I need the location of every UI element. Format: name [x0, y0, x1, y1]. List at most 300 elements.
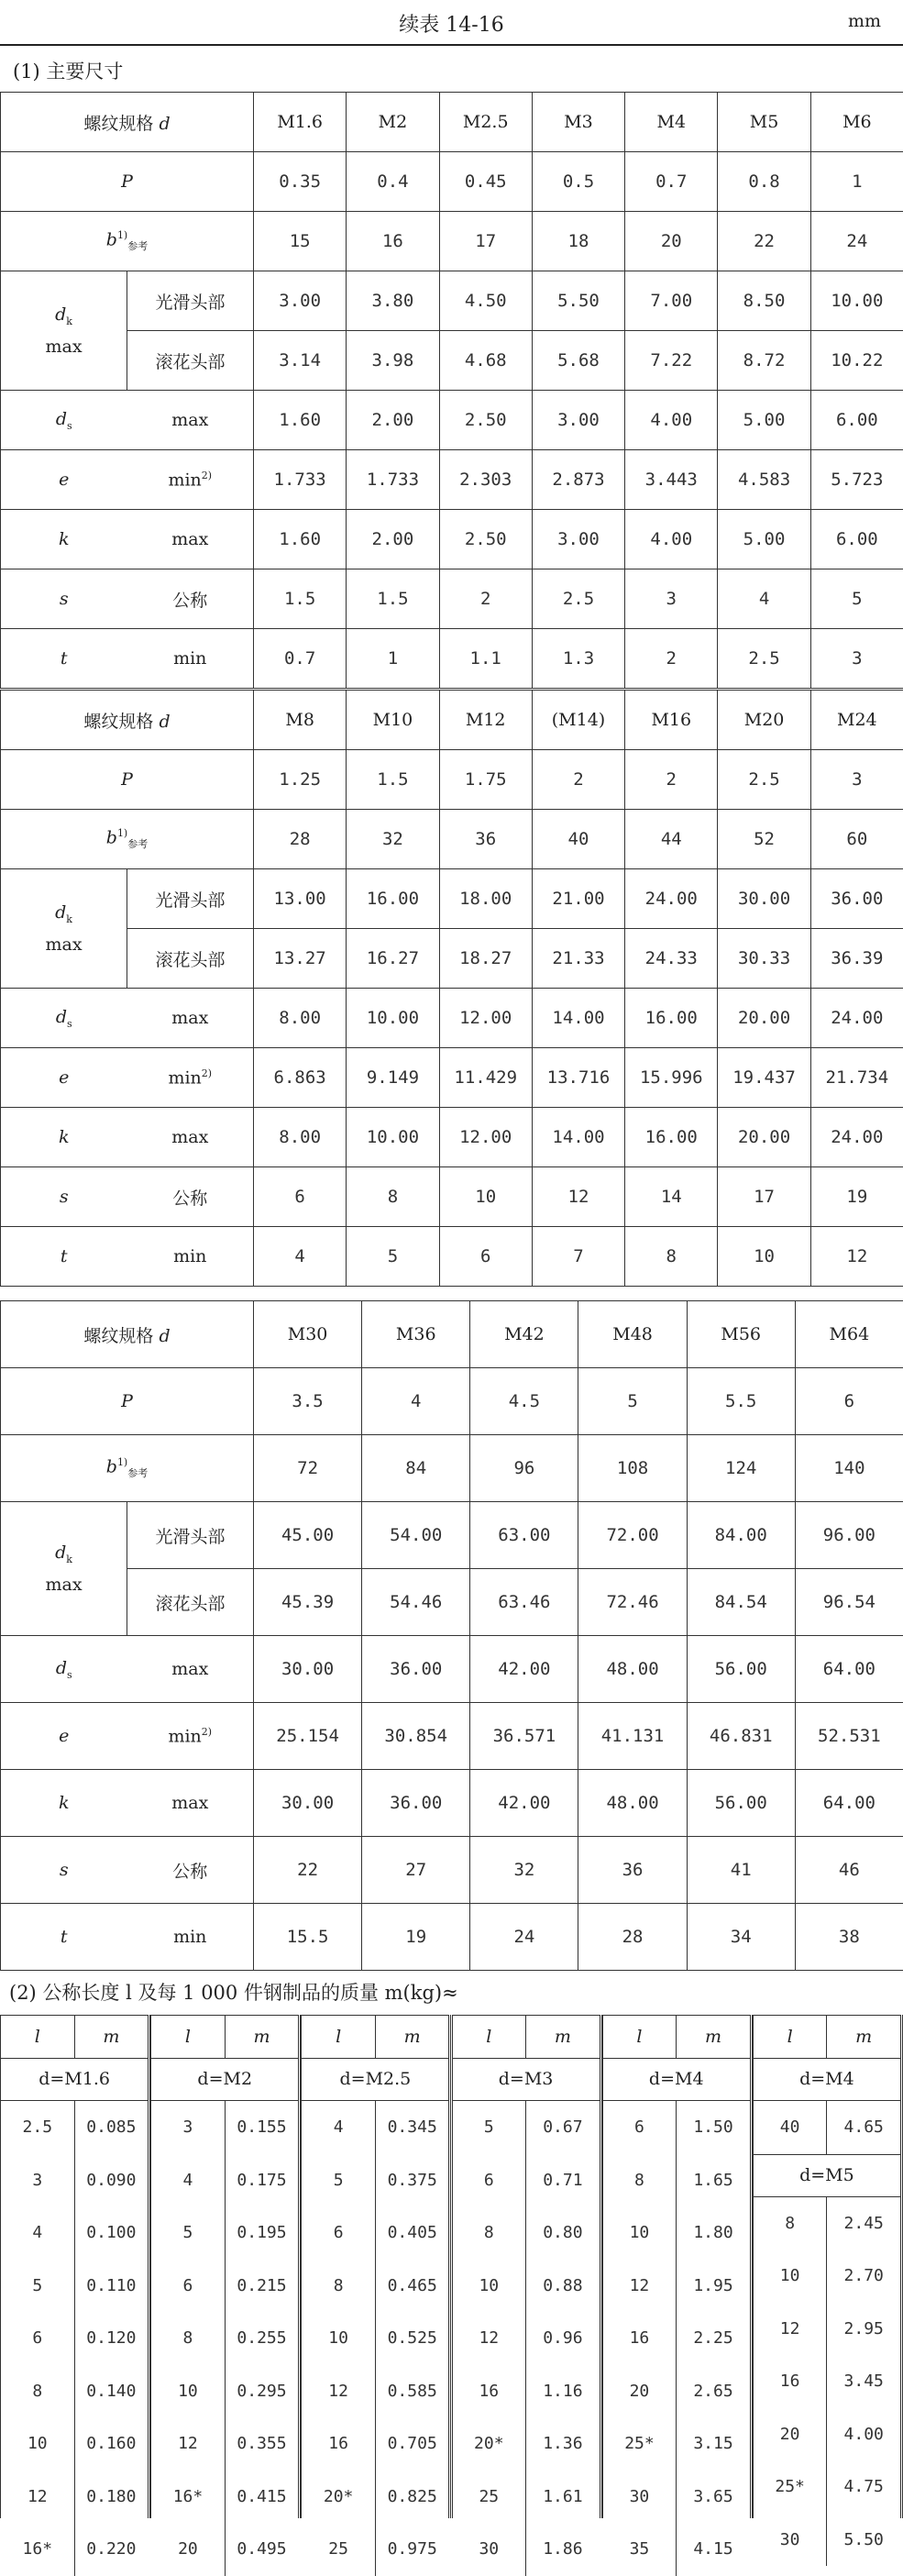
mass-row: [1, 2471, 148, 2524]
pitch-cell: 1: [810, 152, 903, 212]
length-cell: 20*: [302, 2471, 375, 2524]
dk-knurled-cell: 7.22: [625, 331, 718, 391]
dk-smooth-cell: 13.00: [254, 869, 347, 929]
b-ref-cell: 108: [578, 1435, 687, 1502]
s-nominal-cell: 1.5: [347, 569, 439, 629]
mass-header: m: [525, 2016, 600, 2058]
mass-header-row: [603, 2015, 750, 2059]
length-cell: 25*: [754, 2460, 827, 2514]
k-max-cell: 16.00: [625, 1108, 718, 1167]
length-cell: 25*: [603, 2417, 677, 2471]
dk-smooth-row: [1, 1502, 903, 1569]
spec-label: 螺纹规格: [83, 1326, 153, 1346]
size-header-cell: M10: [347, 691, 439, 750]
length-cell: 35: [603, 2523, 677, 2576]
b-ref-cell: 72: [254, 1435, 362, 1502]
size-header-cell: M4: [625, 93, 718, 152]
page-title: 续表 14-16: [0, 9, 903, 38]
size-header-cell: M36: [362, 1301, 470, 1368]
k-max-cell: 10.00: [347, 1108, 439, 1167]
mass-row: [302, 2154, 448, 2207]
e-min-qualifier: $\min^{2)}$: [127, 1703, 254, 1770]
ds-max-qualifier: max: [127, 989, 254, 1048]
length-cell: 30: [754, 2514, 827, 2567]
t-min-cell: 19: [362, 1904, 470, 1971]
mass-cell: 3.45: [826, 2355, 900, 2408]
s-nominal-row: [1, 1837, 903, 1904]
ds-max-row: [1, 391, 903, 450]
mass-cell: 0.295: [225, 2365, 299, 2418]
k-max-cell: 20.00: [718, 1108, 810, 1167]
mass-header-row: [453, 2015, 600, 2059]
mass-cell: 0.140: [74, 2365, 149, 2418]
s-nominal-cell: 22: [254, 1837, 362, 1904]
mass-cell: 0.495: [225, 2523, 299, 2576]
mass-row: [754, 2197, 900, 2250]
k-max-symbol: k: [1, 1770, 127, 1837]
length-cell: 20: [603, 2365, 677, 2418]
b-ref-cell: 24: [810, 212, 903, 271]
mass-cell: 0.175: [225, 2154, 299, 2207]
length-cell: 16: [603, 2312, 677, 2365]
k-max-qualifier: max: [127, 1770, 254, 1837]
mass-cell: 1.80: [676, 2206, 750, 2260]
s-nominal-cell: 41: [687, 1837, 795, 1904]
length-cell: 25: [453, 2471, 526, 2524]
pitch-cell: 2: [532, 750, 624, 810]
mass-group: [602, 2015, 753, 2518]
b-ref-cell: 18: [532, 212, 624, 271]
mass-row: [603, 2312, 750, 2365]
mass-cell: 0.465: [375, 2260, 449, 2313]
length-cell: 6: [603, 2101, 677, 2154]
mass-header: m: [826, 2016, 900, 2058]
mass-cell: 0.88: [525, 2260, 600, 2313]
length-cell: 10: [1, 2417, 74, 2471]
mass-cell: 1.95: [676, 2260, 750, 2313]
mass-group: [452, 2015, 602, 2518]
k-max-row: [1, 1108, 903, 1167]
mass-tables: [0, 2015, 903, 2518]
size-header-cell: M16: [625, 691, 718, 750]
t-min-cell: 8: [625, 1227, 718, 1287]
mass-row: [302, 2312, 448, 2365]
mass-cell: 1.86: [525, 2523, 600, 2576]
b-ref-label: $b^{1)}_{参考}$: [1, 810, 254, 869]
dk-knurled-cell: 24.33: [625, 929, 718, 989]
length-cell: 16*: [1, 2523, 74, 2576]
s-nominal-cell: 5: [810, 569, 903, 629]
mass-cell: 0.80: [525, 2206, 600, 2260]
diameter-label: d=M2.5: [302, 2059, 448, 2101]
dk-knurled-cell: 21.33: [532, 929, 624, 989]
e-min-cell: 46.831: [687, 1703, 795, 1770]
dk-knurled-cell: 5.68: [532, 331, 624, 391]
ds-max-cell: 3.00: [532, 391, 624, 450]
t-min-cell: 34: [687, 1904, 795, 1971]
mass-cell: 0.355: [225, 2417, 299, 2471]
size-row: [1, 93, 903, 152]
pitch-cell: 5.5: [687, 1368, 795, 1435]
t-min-symbol: t: [1, 1227, 127, 1287]
section-title-main-dimensions: (1) 主要尺寸: [13, 57, 123, 84]
mass-row: [1, 2312, 148, 2365]
pitch-cell: 6: [795, 1368, 903, 1435]
size-label: [1, 1301, 254, 1368]
k-max-qualifier: max: [127, 1108, 254, 1167]
k-max-symbol: k: [1, 1108, 127, 1167]
s-nominal-cell: 32: [470, 1837, 578, 1904]
mass-row: [754, 2303, 900, 2356]
s-nominal-symbol: s: [1, 569, 127, 629]
t-min-cell: 24: [470, 1904, 578, 1971]
t-min-cell: 0.7: [254, 629, 347, 689]
t-min-cell: 7: [532, 1227, 624, 1287]
k-max-cell: 12.00: [439, 1108, 532, 1167]
size-header-cell: M5: [718, 93, 810, 152]
b-ref-row: [1, 212, 903, 271]
mass-row: [603, 2365, 750, 2418]
length-cell: 12: [302, 2365, 375, 2418]
pitch-cell: 4.5: [470, 1368, 578, 1435]
dk-smooth-cell: 5.50: [532, 271, 624, 331]
mass-row: [754, 2250, 900, 2303]
s-nominal-cell: 2.5: [532, 569, 624, 629]
ds-max-symbol: $d_s$: [1, 1636, 127, 1703]
s-nominal-cell: 14: [625, 1167, 718, 1227]
pitch-cell: 0.7: [625, 152, 718, 212]
ds-max-cell: 16.00: [625, 989, 718, 1048]
mass-row: [754, 2460, 900, 2514]
length-cell: 12: [603, 2260, 677, 2313]
dk-knurled-cell: 3.98: [347, 331, 439, 391]
dk-max-label: $d_k$ max: [1, 271, 127, 391]
size-row: [1, 691, 903, 750]
t-min-row: [1, 629, 903, 689]
ds-max-row: [1, 1636, 903, 1703]
s-nominal-qualifier: 公称: [127, 1837, 254, 1904]
pitch-cell: 2.5: [718, 750, 810, 810]
mass-cell: 4.75: [826, 2460, 900, 2514]
dk-max-label: $d_k$ max: [1, 869, 127, 989]
size-header-cell: M2.5: [439, 93, 532, 152]
spec-label: 螺纹规格: [83, 712, 153, 732]
length-cell: 8: [453, 2206, 526, 2260]
t-min-symbol: t: [1, 1904, 127, 1971]
dimension-table-1: [0, 92, 903, 689]
ds-max-cell: 6.00: [810, 391, 903, 450]
size-header-cell: M24: [810, 691, 903, 750]
mass-row: [302, 2206, 448, 2260]
e-min-cell: 1.733: [347, 450, 439, 510]
t-min-cell: 28: [578, 1904, 687, 1971]
size-header-cell: M30: [254, 1301, 362, 1368]
dk-knurled-cell: 16.27: [347, 929, 439, 989]
mass-row: [453, 2312, 600, 2365]
length-cell: 12: [453, 2312, 526, 2365]
mass-cell: 5.50: [826, 2514, 900, 2567]
dk-knurled-cell: 10.22: [810, 331, 903, 391]
ds-max-cell: 36.00: [362, 1636, 470, 1703]
diameter-label: d=M2: [151, 2059, 298, 2101]
k-max-cell: 14.00: [532, 1108, 624, 1167]
diameter-label: d=M4: [603, 2059, 750, 2101]
mass-cell: 0.090: [74, 2154, 149, 2207]
pitch-cell: 0.45: [439, 152, 532, 212]
dk-smooth-cell: 36.00: [810, 869, 903, 929]
length-cell: 20: [151, 2523, 225, 2576]
b-ref-cell: 17: [439, 212, 532, 271]
k-max-cell: 48.00: [578, 1770, 687, 1837]
length-cell: 4: [1, 2206, 74, 2260]
size-header-cell: M1.6: [254, 93, 347, 152]
dk-smooth-row: [1, 869, 903, 929]
t-min-cell: 5: [347, 1227, 439, 1287]
e-min-cell: 9.149: [347, 1048, 439, 1108]
mass-cell: 0.975: [375, 2523, 449, 2576]
mass-cell: 0.585: [375, 2365, 449, 2418]
dimension-table-3: [0, 1300, 903, 1971]
dk-knurled-row: [1, 331, 903, 391]
length-cell: 8: [151, 2312, 225, 2365]
k-max-cell: 56.00: [687, 1770, 795, 1837]
dk-smooth-cell: 45.00: [254, 1502, 362, 1569]
mass-row: [453, 2154, 600, 2207]
e-min-cell: 25.154: [254, 1703, 362, 1770]
e-min-row: [1, 1703, 903, 1770]
ds-max-cell: 24.00: [810, 989, 903, 1048]
mass-row: [1, 2417, 148, 2471]
k-max-row: [1, 510, 903, 569]
dk-smooth-cell: 8.50: [718, 271, 810, 331]
length-cell: 2.5: [1, 2101, 74, 2154]
diameter-label: d=M5: [754, 2154, 900, 2197]
s-nominal-cell: 3: [625, 569, 718, 629]
smooth-head-label: 光滑头部: [127, 1502, 254, 1569]
knurled-head-label: 滚花头部: [127, 331, 254, 391]
ds-max-cell: 48.00: [578, 1636, 687, 1703]
ds-max-cell: 14.00: [532, 989, 624, 1048]
mass-row: [302, 2417, 448, 2471]
length-cell: 30: [603, 2471, 677, 2524]
length-cell: 16: [302, 2417, 375, 2471]
unit-label: mm: [848, 11, 881, 31]
diameter-label: d=M1.6: [1, 2059, 148, 2101]
length-cell: 8: [1, 2365, 74, 2418]
size-header-cell: M3: [532, 93, 624, 152]
ds-max-cell: 12.00: [439, 989, 532, 1048]
t-min-cell: 10: [718, 1227, 810, 1287]
mass-cell: 1.50: [676, 2101, 750, 2154]
e-min-cell: 2.303: [439, 450, 532, 510]
pitch-row: [1, 750, 903, 810]
mass-cell: 3.15: [676, 2417, 750, 2471]
b-ref-cell: 22: [718, 212, 810, 271]
length-cell: 40: [754, 2101, 827, 2154]
mass-header: m: [74, 2016, 149, 2058]
b-ref-cell: 40: [532, 810, 624, 869]
k-max-cell: 42.00: [470, 1770, 578, 1837]
mass-row: [151, 2260, 298, 2313]
b-ref-cell: 32: [347, 810, 439, 869]
t-min-symbol: t: [1, 629, 127, 689]
pitch-label: P: [1, 1368, 254, 1435]
mass-cell: 0.255: [225, 2312, 299, 2365]
size-label: [1, 691, 254, 750]
ds-max-cell: 4.00: [625, 391, 718, 450]
pitch-label: P: [1, 152, 254, 212]
mass-header: m: [375, 2016, 449, 2058]
dk-smooth-cell: 16.00: [347, 869, 439, 929]
e-min-cell: 3.443: [625, 450, 718, 510]
dk-smooth-cell: 4.50: [439, 271, 532, 331]
mass-row: [302, 2101, 448, 2154]
mass-row: [603, 2154, 750, 2207]
b-ref-cell: 84: [362, 1435, 470, 1502]
length-cell: 16*: [151, 2471, 225, 2524]
pitch-cell: 3: [810, 750, 903, 810]
t-min-cell: 6: [439, 1227, 532, 1287]
mass-row: [603, 2417, 750, 2471]
mass-group: [0, 2015, 150, 2518]
mass-row: [603, 2206, 750, 2260]
dk-knurled-cell: 18.27: [439, 929, 532, 989]
pitch-cell: 4: [362, 1368, 470, 1435]
b-ref-cell: 140: [795, 1435, 903, 1502]
pitch-cell: 0.35: [254, 152, 347, 212]
size-header-cell: M56: [687, 1301, 795, 1368]
dk-smooth-cell: 3.00: [254, 271, 347, 331]
mass-cell: 4.00: [826, 2408, 900, 2461]
k-max-cell: 2.50: [439, 510, 532, 569]
diameter-label: d=M4: [754, 2059, 900, 2101]
s-nominal-cell: 8: [347, 1167, 439, 1227]
pitch-cell: 5: [578, 1368, 687, 1435]
mass-row: [302, 2260, 448, 2313]
b-ref-label: $b^{1)}_{参考}$: [1, 212, 254, 271]
dk-smooth-cell: 84.00: [687, 1502, 795, 1569]
dk-smooth-cell: 54.00: [362, 1502, 470, 1569]
size-header-cell: M12: [439, 691, 532, 750]
e-min-cell: 30.854: [362, 1703, 470, 1770]
length-cell: 4: [302, 2101, 375, 2154]
t-min-cell: 1: [347, 629, 439, 689]
mass-header: m: [225, 2016, 299, 2058]
mass-row: [754, 2514, 900, 2567]
dk-smooth-cell: 3.80: [347, 271, 439, 331]
length-cell: 6: [151, 2260, 225, 2313]
knurled-head-label: 滚花头部: [127, 929, 254, 989]
s-nominal-cell: 27: [362, 1837, 470, 1904]
e-min-cell: 6.863: [254, 1048, 347, 1108]
k-max-row: [1, 1770, 903, 1837]
size-row: [1, 1301, 903, 1368]
e-min-row: [1, 450, 903, 510]
e-min-cell: 19.437: [718, 1048, 810, 1108]
e-min-qualifier: $\min^{2)}$: [127, 1048, 254, 1108]
s-nominal-qualifier: 公称: [127, 1167, 254, 1227]
mass-cell: 4.65: [826, 2101, 900, 2154]
ds-max-qualifier: max: [127, 391, 254, 450]
b-ref-cell: 28: [254, 810, 347, 869]
ds-max-cell: 1.60: [254, 391, 347, 450]
dk-knurled-cell: 8.72: [718, 331, 810, 391]
mass-row: [302, 2365, 448, 2418]
e-min-symbol: e: [1, 450, 127, 510]
b-ref-row: [1, 1435, 903, 1502]
ds-max-cell: 64.00: [795, 1636, 903, 1703]
mass-row: [302, 2523, 448, 2576]
length-cell: 16: [453, 2365, 526, 2418]
pitch-cell: 1.75: [439, 750, 532, 810]
mass-header-row: [754, 2015, 900, 2059]
e-min-cell: 52.531: [795, 1703, 903, 1770]
mass-group: [753, 2015, 903, 2518]
e-min-cell: 41.131: [578, 1703, 687, 1770]
t-min-cell: 2: [625, 629, 718, 689]
mass-cell: 0.705: [375, 2417, 449, 2471]
mass-row: [453, 2523, 600, 2576]
mass-row: [603, 2471, 750, 2524]
t-min-cell: 1.1: [439, 629, 532, 689]
length-header: l: [603, 2016, 677, 2058]
s-nominal-cell: 10: [439, 1167, 532, 1227]
size-header-cell: M64: [795, 1301, 903, 1368]
pitch-row: [1, 1368, 903, 1435]
e-min-cell: 4.583: [718, 450, 810, 510]
length-cell: 3: [1, 2154, 74, 2207]
e-min-symbol: e: [1, 1703, 127, 1770]
length-cell: 8: [302, 2260, 375, 2313]
dk-smooth-cell: 30.00: [718, 869, 810, 929]
mass-row: [754, 2408, 900, 2461]
length-cell: 5: [302, 2154, 375, 2207]
mass-cell: 0.180: [74, 2471, 149, 2524]
spec-var: d: [159, 1326, 170, 1346]
k-max-cell: 1.60: [254, 510, 347, 569]
length-cell: 20*: [453, 2417, 526, 2471]
dk-knurled-cell: 63.46: [470, 1569, 578, 1636]
dk-knurled-cell: 4.68: [439, 331, 532, 391]
mass-cell: 0.67: [525, 2101, 600, 2154]
spec-label: 螺纹规格: [83, 114, 153, 134]
dk-knurled-cell: 13.27: [254, 929, 347, 989]
knurled-head-label: 滚花头部: [127, 1569, 254, 1636]
mass-row: [453, 2101, 600, 2154]
k-max-cell: 36.00: [362, 1770, 470, 1837]
pitch-cell: 2: [625, 750, 718, 810]
dk-smooth-cell: 18.00: [439, 869, 532, 929]
length-cell: 12: [754, 2303, 827, 2356]
mass-group: [150, 2015, 301, 2518]
mass-row: [151, 2154, 298, 2207]
pitch-cell: 0.8: [718, 152, 810, 212]
length-cell: 6: [453, 2154, 526, 2207]
ds-max-cell: 20.00: [718, 989, 810, 1048]
b-ref-cell: 96: [470, 1435, 578, 1502]
b-ref-cell: 124: [687, 1435, 795, 1502]
s-nominal-row: [1, 1167, 903, 1227]
length-cell: 10: [603, 2206, 677, 2260]
s-nominal-cell: 4: [718, 569, 810, 629]
mass-cell: 2.25: [676, 2312, 750, 2365]
mass-row: [1, 2365, 148, 2418]
dk-smooth-cell: 72.00: [578, 1502, 687, 1569]
mass-cell: 0.525: [375, 2312, 449, 2365]
b-ref-row: [1, 810, 903, 869]
k-max-cell: 30.00: [254, 1770, 362, 1837]
pitch-cell: 0.4: [347, 152, 439, 212]
